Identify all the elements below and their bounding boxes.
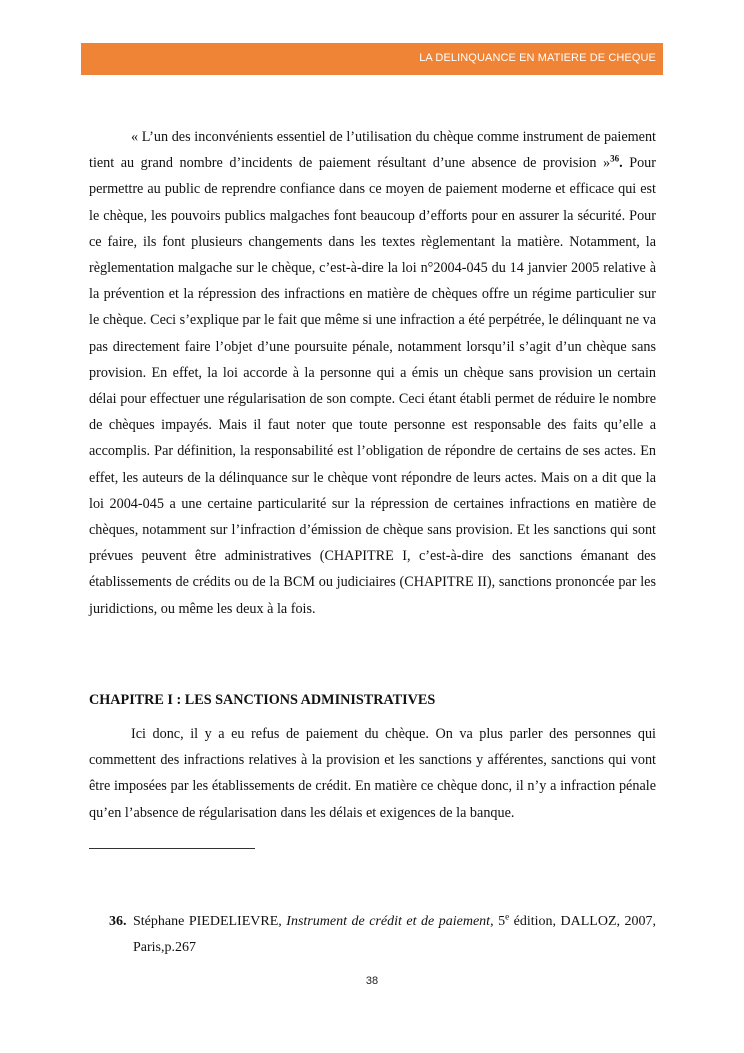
header-title: LA DELINQUANCE EN MATIERE DE CHEQUE [419, 52, 656, 64]
footnote-book-title: Instrument de crédit et de paiement [286, 914, 491, 929]
footnote-edition: , 5 [490, 914, 506, 929]
footnote-reference-punct: . [619, 155, 623, 172]
footnote-edition-sup: e [505, 911, 510, 922]
paragraph-chapter-one [89, 721, 656, 826]
footnote [109, 909, 656, 961]
footnote-separator [89, 848, 255, 849]
paragraph-chapter-one-text: Ici donc, il y a eu refus de paiement du chèque. On va plus parler des personnes qui commettent des infractions relatives à la provision et les sanctions y afférentes, sanctions qui vont être imposées par les établissements de crédit. En matière ce chèque donc, il n’y a infraction pénale qu’en l’absence de régularisation dans les délais et exigences de la banque. [89, 726, 656, 821]
header-bar [81, 43, 663, 75]
paragraph-intro-quote: « L’un des inconvénients essentiel de l’utilisation du chèque comme instrument de paiement tient au grand nombre d’incidents de paiement résultant d’une absence de provision » [89, 129, 656, 172]
chapter-heading: CHAPITRE I : LES SANCTIONS ADMINISTRATIVES [89, 692, 436, 708]
footnote-text [133, 909, 656, 961]
footnote-publisher: édition, DALLOZ, 2007, Paris,p.267 [133, 914, 657, 955]
footnote-number: 36. [109, 914, 127, 929]
page-number: 38 [365, 975, 379, 987]
paragraph-intro-body: Pour permettre au public de reprendre confiance dans ce moyen de paiement moderne et efficace qui est le chèque, les pouvoirs publics malgaches font beaucoup d’efforts pour en assurer la sécurité. Pour ce faire, ils font plusieurs changements dans les textes règlementant la matière. Notamment, la règlementation malgache sur le chèque, c’est-à-dire la loi n°2004-045 du 14 janvier 2005 relative à la prévention et la répression des infractions en matière de chèques offre un régime particulier sur le chèque. Ceci s’explique par le fait que même si une infraction a été perpétrée, le délinquant ne va pas directement faire l’objet d’une poursuite pénale, notamment lorsqu’il s’agit d’un chèque sans provision. En effet, la loi accorde à la personne qui a émis un chèque sans provision un certain délai pour effectuer une régularisation de son compte. Ceci étant établi permet de réduire le nombre de chèques impayés. Mais il faut noter que toute personne est responsable des faits qu’elle a accomplis. Par définition, la responsabilité est l’obligation de répondre de certains de ses actes. En effet, les auteurs de la délinquance sur le chèque vont répondre de leurs actes. Mais on a dit que la loi 2004-045 a une certaine particularité sur la répression de certaines infractions en matière de chèques, notamment sur l’infraction d’émission de chèque sans provision. Et les sanctions qui sont prévues peuvent être administratives (CHAPITRE I, c’est-à-dire des sanctions émanant des établissements de crédits ou de la BCM ou judiciaires (CHAPITRE II), sanctions prononcée par les juridictions, ou même les deux à la fois. [89, 155, 656, 617]
footnote-author: Stéphane PIEDELIEVRE, [133, 914, 287, 929]
footnote-reference[interactable]: 36 [610, 153, 620, 164]
paragraph-intro [89, 124, 656, 622]
